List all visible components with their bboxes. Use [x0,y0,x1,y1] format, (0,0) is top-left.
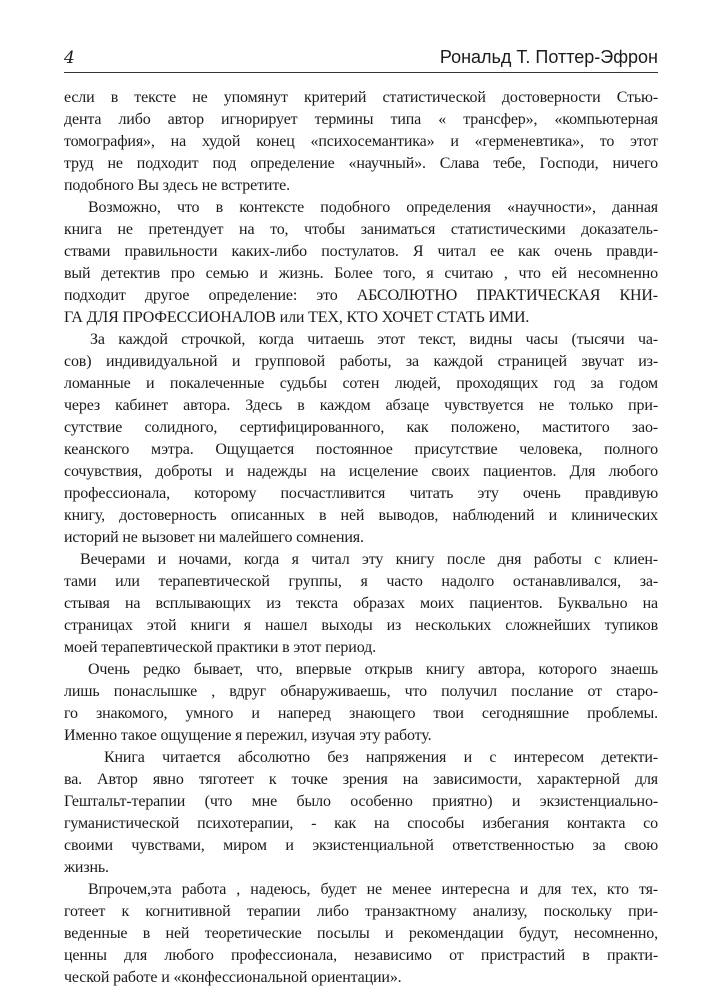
page-header [64,38,658,73]
text-line: стывая на всплывающих из текста образах моих пациентов. Буквально на [64,595,658,612]
text-line: страницах этой книги я нашел выходы из нескольких сложнейших тупиков [64,617,658,634]
text-line: подобного Вы здесь не встретите. [64,177,290,194]
paragraph [64,879,658,989]
text-line: через кабинет автора. Здесь в каждом абзаце чувствуется не только при- [64,397,658,414]
text-line: Именно такое ощущение я пережил, изучая эту работу. [64,727,432,744]
text-line: го знакомого, умного и наперед знающего твои сегодняшние проблемы. [64,705,658,722]
text-line: ческой работе и «конфессиональной ориентации». [64,969,402,986]
text-line: ствами правильности каких-либо постулатов. Я читал ее как очень правди- [64,243,658,260]
text-line: томография», на худой конец «психосемантика» и «герменевтика», то этот [64,133,658,150]
paragraph [64,87,658,197]
text-line: гуманистической психотерапии, - как на способы избегания контакта со [64,815,658,832]
text-line: ценны для любого профессионала, независимо от пристрастий в практи- [64,947,658,964]
text-line: книга не претендует на то, чтобы заниматься статистическими доказатель- [64,221,658,238]
paragraph [64,659,658,747]
text-line: ГА ДЛЯ ПРОФЕССИОНАЛОВ или ТЕХ, КТО ХОЧЕТ СТАТЬ ИМИ. [64,309,530,326]
text-line: книгу, достоверность описанных в ней выводов, наблюдений и клинических [64,507,658,524]
text-line: сутствие солидного, сертифицированного, как положено, маститого зао- [64,419,658,436]
paragraph [64,197,658,329]
page-number: 4 [64,48,75,68]
text-line: ломанные и покалеченные судьбы сотен людей, проходящих год за годом [64,375,658,392]
text-line: своими чувствами, миром и экзистенциальной ответственностью за свою [64,837,658,854]
text-line: труд не подходит под определение «научный». Слава тебе, Господи, ничего [64,155,658,172]
running-head: Рональд Т. Поттер-Эфрон [439,47,658,67]
paragraph [64,747,658,879]
body-text [64,87,658,989]
text-line: Вечерами и ночами, когда я читал эту книгу после дня работы с клиен- [80,551,658,568]
text-line: сов) индивидуальной и групповой работы, за каждой страницей звучат из- [64,353,658,370]
text-line: тами или терапевтической группы, я часто надолго останавливался, за- [64,573,658,590]
text-line: историй не вызовет ни малейшего сомнения. [64,529,364,546]
paragraph [64,549,658,659]
text-line: готеет к когнитивной терапии либо транзактному анализу, поскольку при- [64,903,658,920]
text-line: ва. Автор явно тяготеет к точке зрения на зависимости, характерной для [64,771,658,788]
text-line: лишь понаслышке , вдруг обнаруживаешь, что получил послание от старо- [64,683,658,700]
text-line: если в тексте не упомянут критерий статистической достоверности Стью- [64,89,658,106]
text-line: Возможно, что в контексте подобного определения «научности», данная [88,199,658,216]
paragraph [64,329,658,549]
text-line: Впрочем,эта работа , надеюсь, будет не менее интересна и для тех, кто тя- [88,881,658,898]
text-line: сочувствия, доброты и надежды на исцеление своих пациентов. Для любого [64,463,658,480]
text-line: жизнь. [64,859,109,876]
text-line: Книга читается абсолютно без напряжения и с интересом детекти- [104,749,658,766]
text-line: дента либо автор игнорирует термины типа « трансфер», «компьютерная [64,111,658,128]
text-line: вый детектив про семью и жизнь. Более того, я считаю , что ей несомненно [64,265,658,282]
text-line: веденные в ней теоретические посылы и рекомендации будут, несомненно, [64,925,658,942]
text-line: кеанского мэтра. Ощущается постоянное присутствие человека, полного [64,441,658,458]
text-line: Гештальт-терапии (что мне было особенно приятно) и экзистенциально- [64,793,658,810]
text-line: подходит другое определение: это АБСОЛЮТНО ПРАКТИЧЕСКАЯ КНИ- [64,287,658,304]
text-line: моей терапевтической практики в этот период. [64,639,376,656]
text-line: профессионала, которому посчастливится читать эту очень правдивую [64,485,658,502]
text-line: Очень редко бывает, что, впервые открыв книгу автора, которого знаешь [88,661,658,678]
text-line: За каждой строчкой, когда читаешь этот текст, видны часы (тысячи ча- [90,331,658,348]
